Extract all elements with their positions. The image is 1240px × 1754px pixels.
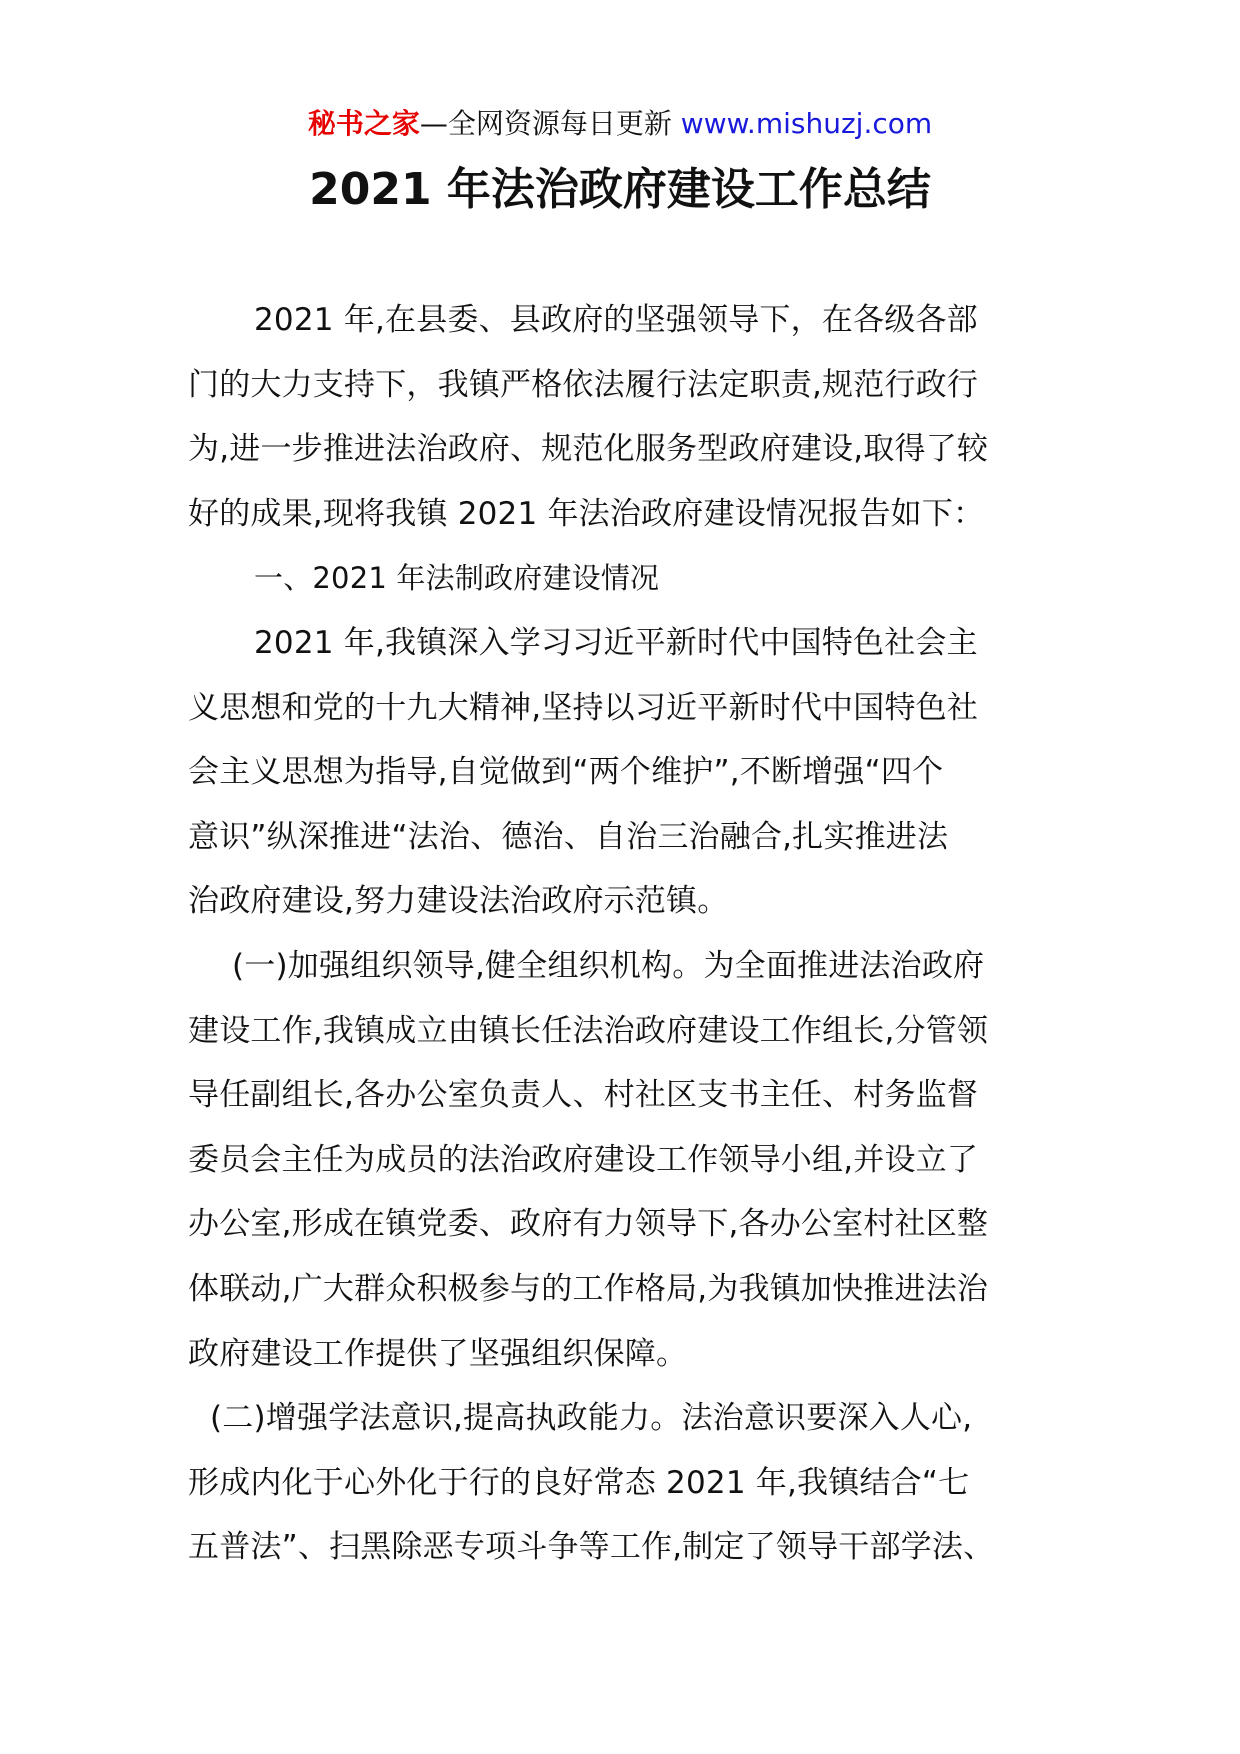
document-body [188,288,1068,1580]
site-url-link[interactable]: www.mishuzj.com [680,107,933,140]
paragraph-line: 治政府建设,努力建设法治政府示范镇。 [188,883,729,920]
paragraph-line: 义思想和党的十九大精神,坚持以习近平新时代中国特色社 [188,689,979,726]
paragraph-line: 门的大力支持下，我镇严格依法履行法定职责,规范行政行 [188,366,979,403]
site-tagline: —全网资源每日更新 [419,107,672,140]
section-heading: 一、2021 年法制政府建设情况 [254,561,660,596]
document-title: 2021 年法治政府建设工作总结 [309,164,931,215]
paragraph-line: 导任副组长,各办公室负责人、村社区支书主任、村务监督 [188,1077,979,1114]
paragraph-line: 会主义思想为指导,自觉做到“两个维护”,不断增强“四个 [188,754,944,791]
paragraph-line: 办公室,形成在镇党委、政府有力领导下,各办公室村社区整 [188,1206,989,1243]
paragraph-line: (二)增强学法意识,提高执政能力。法治意识要深入人心, [210,1400,973,1437]
paragraph-line: 政府建设工作提供了坚强组织保障。 [188,1335,688,1372]
site-brand: 秘书之家 [307,107,420,140]
paragraph-line: (一)加强组织领导,健全组织机构。为全面推进法治政府 [232,947,985,984]
paragraph-line: 五普法”、扫黑除恶专项斗争等工作,制定了领导干部学法、 [188,1529,995,1566]
paragraph-line: 为,进一步推进法治政府、规范化服务型政府建设,取得了较 [188,431,989,468]
paragraph-line: 2021 年,在县委、县政府的坚强领导下，在各级各部 [254,302,978,338]
paragraph-line: 好的成果,现将我镇 2021 年法治政府建设情况报告如下： [188,495,985,532]
paragraph-line: 委员会主任为成员的法治政府建设工作领导小组,并设立了 [188,1141,979,1178]
paragraph-line: 2021 年,我镇深入学习习近平新时代中国特色社会主 [254,624,978,661]
paragraph-line: 体联动,广大群众积极参与的工作格局,为我镇加快推进法治 [188,1270,989,1307]
paragraph-line: 意识”纵深推进“法治、德治、自治三治融合,扎实推进法 [188,818,949,855]
site-header [0,104,1240,144]
paragraph-line: 形成内化于心外化于行的良好常态 2021 年,我镇结合“七 [188,1464,970,1501]
paragraph-line: 建设工作,我镇成立由镇长任法治政府建设工作组长,分管领 [188,1012,989,1049]
